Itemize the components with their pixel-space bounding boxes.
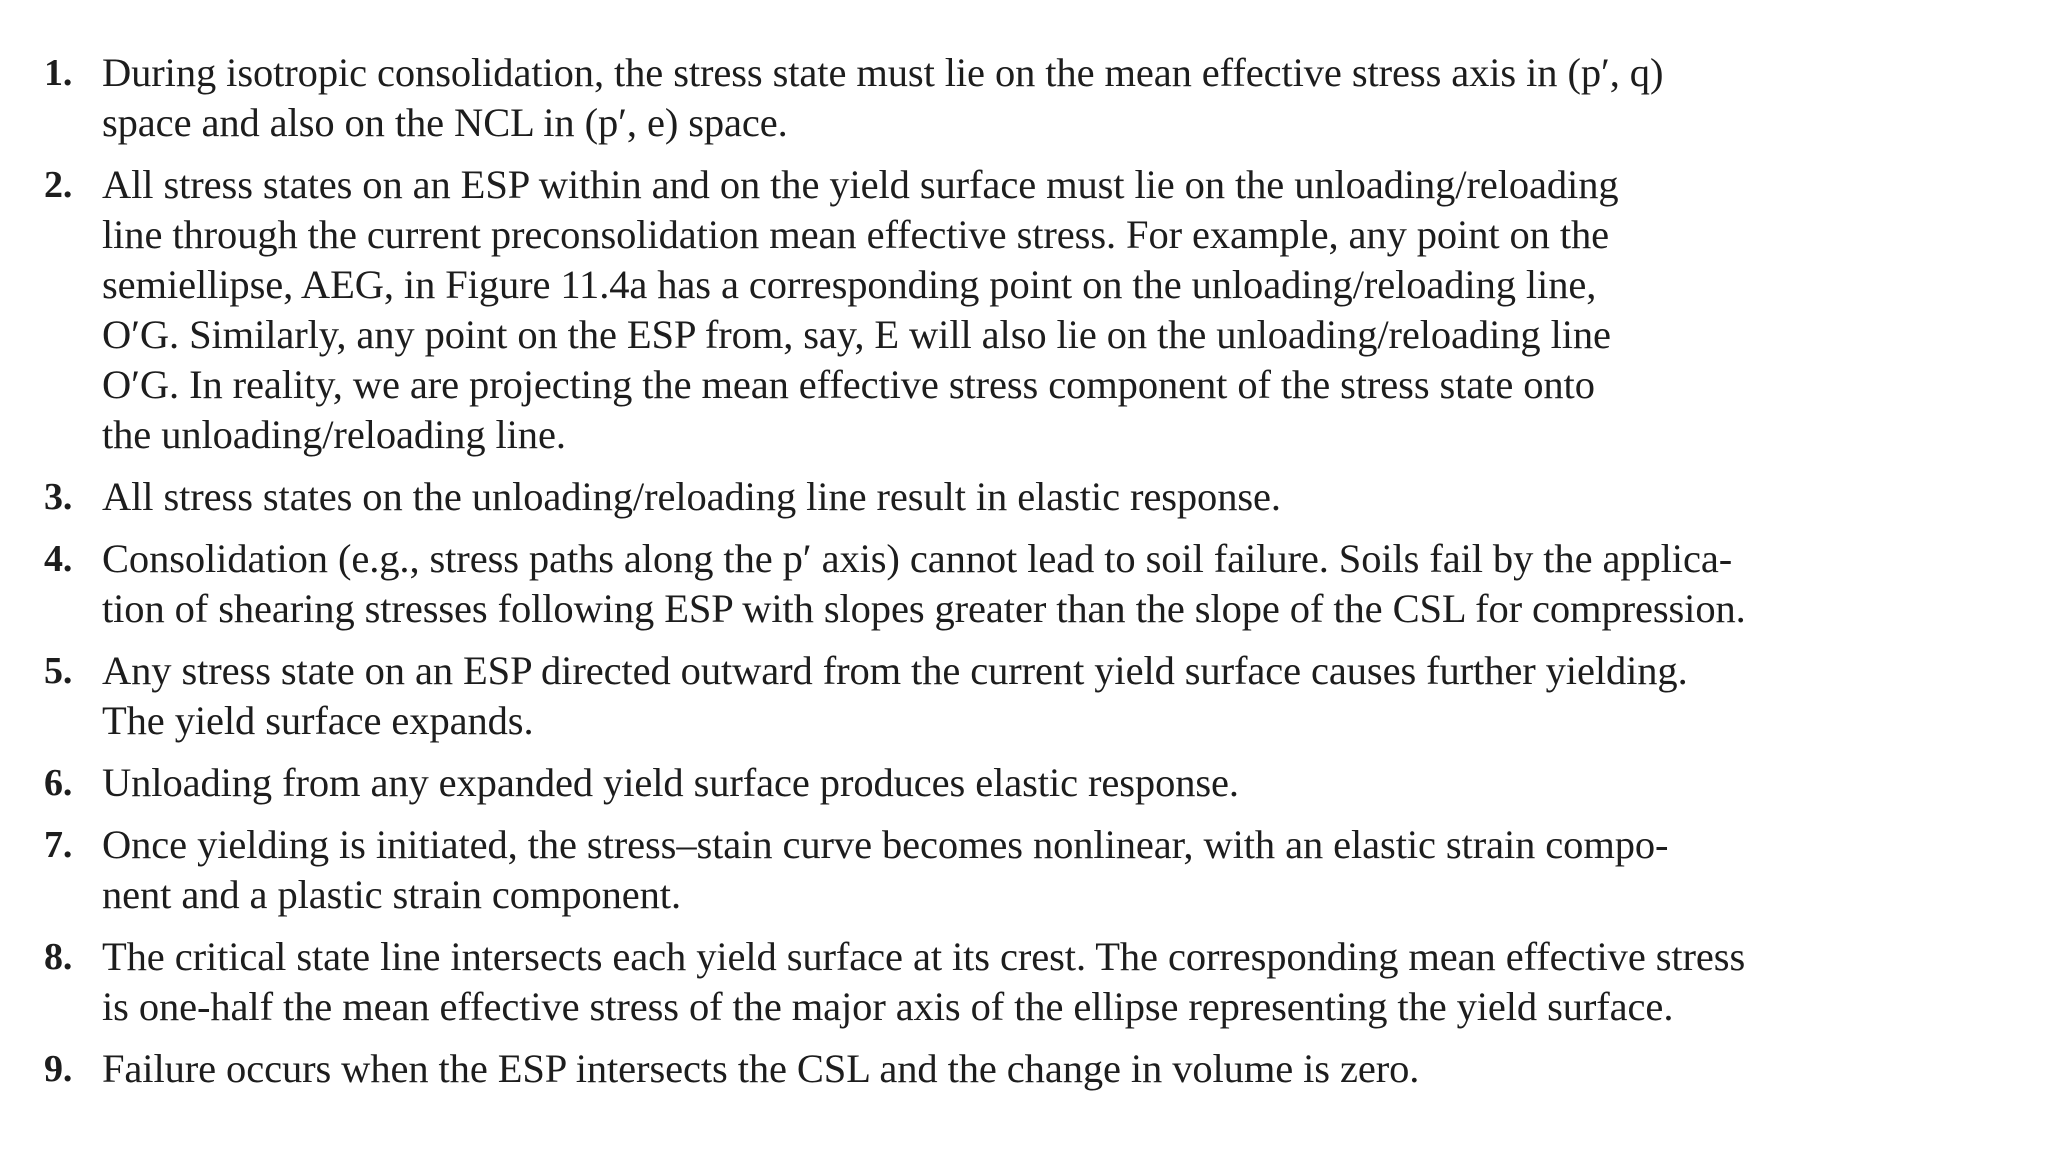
list-item [44,48,1924,148]
item-line: During isotropic consolidation, the stress state must lie on the mean effective stress axis in (p′, q) [102,50,1664,95]
item-line: tion of shearing stresses following ESP with slopes greater than the slope of the CSL for compression. [102,586,1746,631]
item-line: line through the current preconsolidation mean effective stress. For example, any point on the [102,212,1610,257]
item-line: space and also on the NCL in (p′, e) space. [102,100,788,145]
item-line: the unloading/reloading line. [102,412,566,457]
item-line: semiellipse, AEG, in Figure 11.4a has a corresponding point on the unloading/reloading line, [102,262,1597,307]
item-number: 2. [44,164,73,206]
item-number: 3. [44,476,73,518]
numbered-list [44,48,1924,1106]
item-number: 6. [44,762,73,804]
list-item [44,534,1924,634]
item-line: Unloading from any expanded yield surface produces elastic response. [102,760,1239,805]
item-number: 9. [44,1048,73,1090]
list-item [44,932,1924,1032]
item-line: Failure occurs when the ESP intersects the CSL and the change in volume is zero. [102,1046,1420,1091]
item-number: 4. [44,538,73,580]
item-line: All stress states on the unloading/reloading line result in elastic response. [102,474,1281,519]
item-line: The critical state line intersects each yield surface at its crest. The corresponding mean effective stress [102,934,1746,979]
item-line: O′G. In reality, we are projecting the mean effective stress component of the stress state onto [102,362,1595,407]
list-item [44,646,1924,746]
list-item [44,1044,1924,1094]
item-line: All stress states on an ESP within and on the yield surface must lie on the unloading/reloading [102,162,1619,207]
list-item [44,820,1924,920]
item-line: Consolidation (e.g., stress paths along the p′ axis) cannot lead to soil failure. Soils fail by the applica- [102,536,1733,581]
item-line: O′G. Similarly, any point on the ESP from, say, E will also lie on the unloading/reloading line [102,312,1611,357]
item-line: Any stress state on an ESP directed outward from the current yield surface causes further yielding. [102,648,1688,693]
item-number: 1. [44,52,73,94]
item-number: 7. [44,824,73,866]
item-line: The yield surface expands. [102,698,534,743]
item-line: nent and a plastic strain component. [102,872,681,917]
list-item [44,160,1924,460]
item-number: 8. [44,936,73,978]
item-line: is one-half the mean effective stress of the major axis of the ellipse representing the yield surface. [102,984,1674,1029]
list-item [44,472,1924,522]
item-number: 5. [44,650,73,692]
item-line: Once yielding is initiated, the stress–stain curve becomes nonlinear, with an elastic strain compo- [102,822,1669,867]
list-item [44,758,1924,808]
